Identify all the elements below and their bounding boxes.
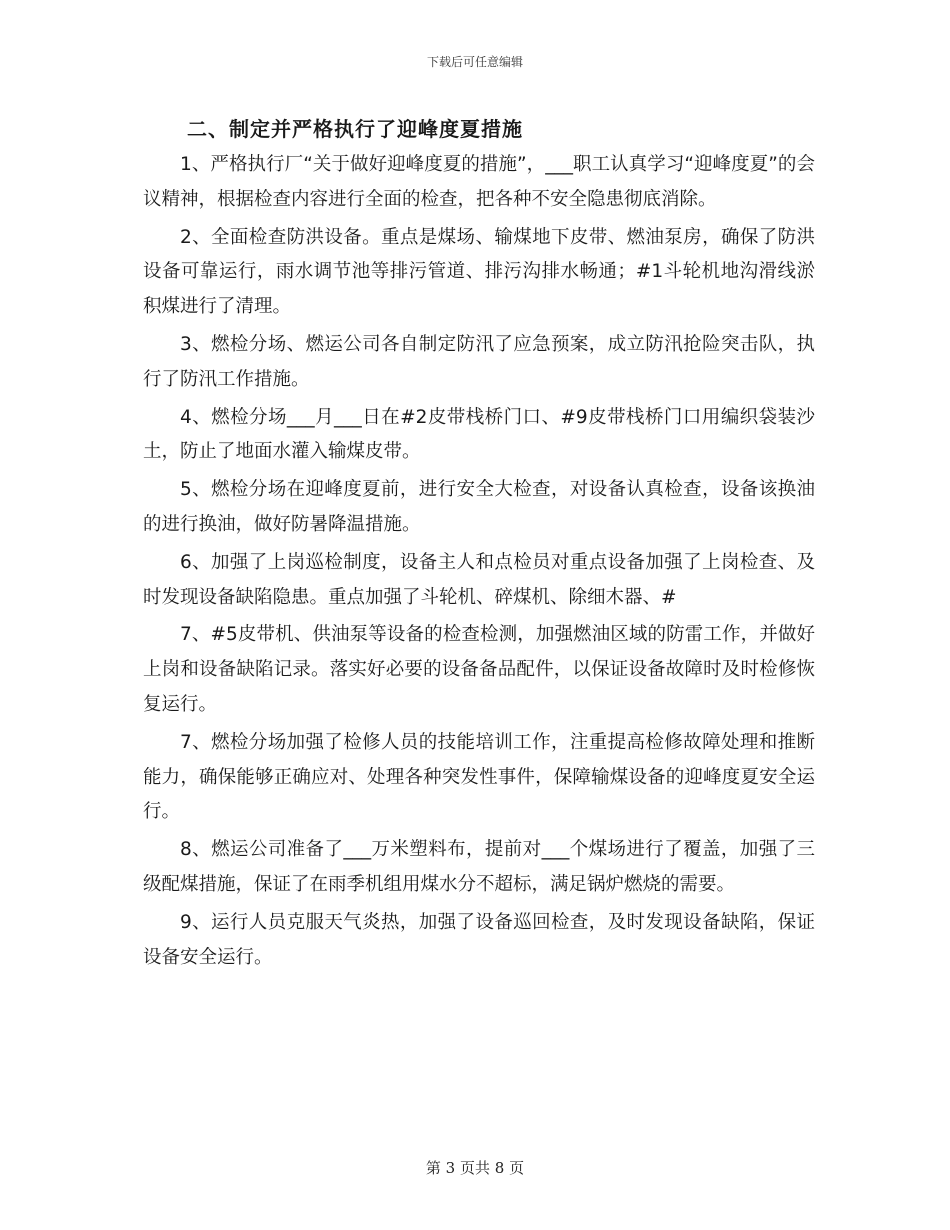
paragraph-9: 8、燃运公司准备了___万米塑料布，提前对___个煤场进行了覆盖，加强了三级配煤措施，保证了在雨季机组用煤水分不超标，满足锅炉燃烧的需要。: [143, 839, 815, 895]
paragraph-4: 4、燃检分场___月___日在#2皮带栈桥门口、#9皮带栈桥门口用编织袋装沙土，防止了地面水灌入输煤皮带。: [143, 406, 815, 463]
paragraph-10: 9、运行人员克服天气炎热，加强了设备巡回检查，及时发现设备缺陷，保证设备安全运行。: [143, 911, 815, 968]
paragraph-1: 1、严格执行厂“关于做好迎峰度夏的措施”，___职工认真学习“迎峰度夏”的会议精神，根据检查内容进行全面的检查，把各种不安全隐患彻底消除。: [143, 154, 815, 210]
body-content: [143, 148, 815, 978]
page-number: 第 3 页共 8 页: [425, 1159, 525, 1177]
paragraph-2: 2、全面检查防洪设备。重点是煤场、输煤地下皮带、燃油泵房，确保了防洪设备可靠运行，雨水调节池等排污管道、排污沟排水畅通；#1斗轮机地沟滑线淤积煤进行了清理。: [143, 226, 815, 318]
page-header: 下载后可任意编辑: [426, 55, 523, 69]
paragraph-8: 7、燃检分场加强了检修人员的技能培训工作，注重提高检修故障处理和推断能力，确保能够正确应对、处理各种突发性事件，保障输煤设备的迎峰度夏安全运行。: [143, 731, 815, 823]
paragraph-3: 3、燃检分场、燃运公司各自制定防汛了应急预案，成立防汛抢险突击队，执行了防汛工作措施。: [143, 333, 815, 390]
section-title: 二、制定并严格执行了迎峰度夏措施: [187, 117, 523, 141]
paragraph-6: 6、加强了上岗巡检制度，设备主人和点检员对重点设备加强了上岗检查、及时发现设备缺陷隐患。重点加强了斗轮机、碎煤机、除细木器、#: [143, 551, 815, 608]
paragraph-7: 7、#5皮带机、供油泵等设备的检查检测，加强燃油区域的防雷工作，并做好上岗和设备缺陷记录。落实好必要的设备备品配件，以保证设备故障时及时检修恢复运行。: [143, 624, 815, 715]
paragraph-5: 5、燃检分场在迎峰度夏前，进行安全大检查，对设备认真检查，设备该换油的进行换油，做好防暑降温措施。: [143, 479, 815, 535]
